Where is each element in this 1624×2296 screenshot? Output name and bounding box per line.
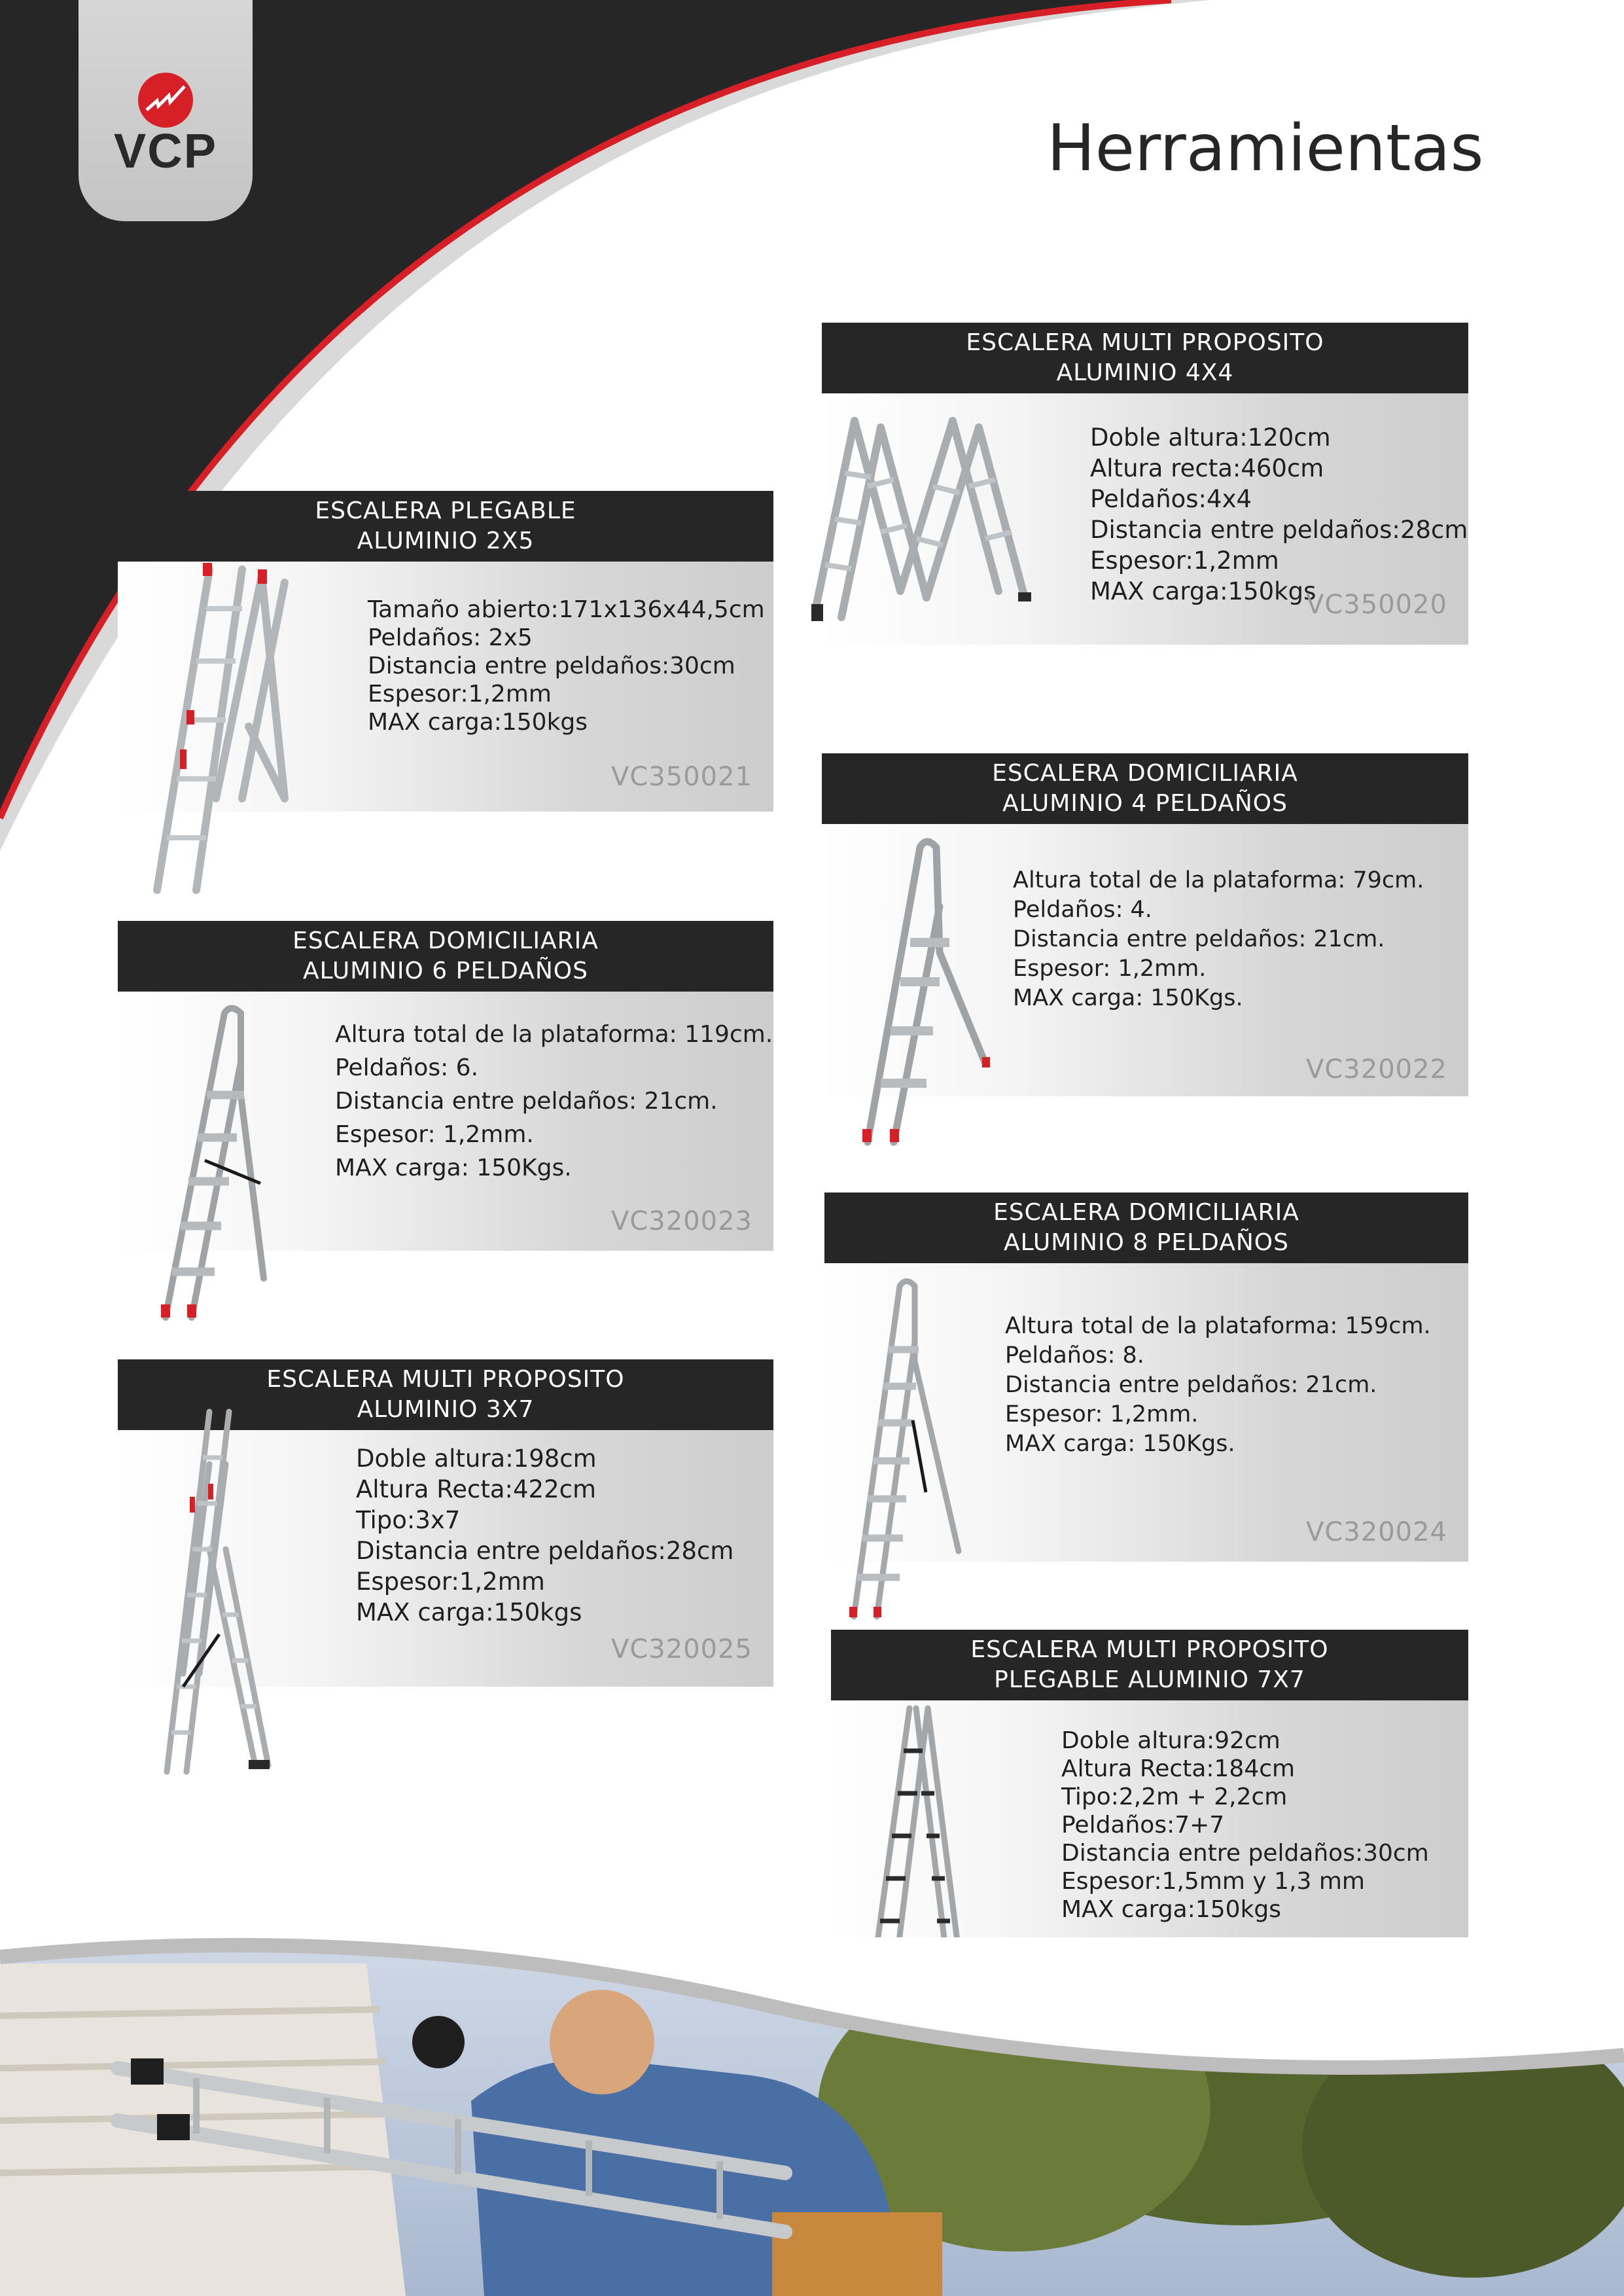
- product-card-vc320022: [822, 753, 1468, 1096]
- product-specs: [368, 596, 765, 736]
- spec-line: Tipo:3x7: [356, 1506, 461, 1534]
- spec-line: MAX carga:150kgs: [1061, 1896, 1282, 1923]
- ladder-image-multi-3x7: [157, 1399, 308, 1778]
- spec-line: Distancia entre peldaños:28cm: [1090, 516, 1468, 544]
- spec-line: Espesor: 1,2mm.: [335, 1121, 534, 1148]
- spec-line: Doble altura:92cm: [1061, 1727, 1280, 1754]
- spec-line: Peldaños:7+7: [1061, 1812, 1225, 1839]
- product-title-line-2: ALUMINIO 8 PELDAÑOS: [1004, 1229, 1289, 1256]
- logo-bolt-icon: [137, 72, 194, 128]
- product-title: [824, 1193, 1468, 1263]
- product-code: VC320023: [611, 1206, 752, 1236]
- spec-line: Altura recta:460cm: [1090, 454, 1324, 482]
- product-code: VC350021: [611, 762, 752, 792]
- product-specs: [1090, 422, 1468, 607]
- product-title: [822, 323, 1468, 393]
- product-title-line-2: ALUMINIO 2X5: [357, 528, 535, 554]
- spec-line: Tamaño abierto:171x136x44,5cm: [368, 596, 765, 623]
- spec-line: MAX carga: 150Kgs.: [1013, 985, 1243, 1011]
- product-card-vc350020: [822, 323, 1468, 645]
- spec-line: Altura total de la plataforma: 79cm.: [1013, 867, 1424, 893]
- product-specs: [335, 1018, 773, 1185]
- spec-line: Distancia entre peldaños: 21cm.: [1005, 1372, 1377, 1398]
- spec-line: Doble altura:198cm: [356, 1444, 597, 1473]
- product-title-line-2: PLEGABLE ALUMINIO 7X7: [994, 1666, 1305, 1693]
- spec-line: Altura total de la plataforma: 159cm.: [1005, 1313, 1431, 1339]
- spec-line: Peldaños: 6.: [335, 1054, 479, 1081]
- spec-line: Espesor:1,2mm: [356, 1568, 545, 1596]
- product-title-line-1: ESCALERA DOMICILIARIA: [292, 927, 599, 954]
- spec-line: Altura Recta:184cm: [1061, 1755, 1296, 1782]
- spec-line: Peldaños: 4.: [1013, 897, 1152, 923]
- ladder-image-multi-4x4: [802, 414, 1084, 670]
- spec-line: Distancia entre peldaños: 21cm.: [1013, 926, 1385, 952]
- product-code: VC320024: [1306, 1517, 1447, 1547]
- brand-logo: [79, 0, 253, 221]
- product-card-vc350021: [118, 491, 773, 812]
- hero-photo-worker-ladder: [0, 1937, 1624, 2296]
- spec-line: Espesor: 1,2mm.: [1013, 956, 1207, 982]
- ladder-image-domiciliaria-4: [855, 834, 1005, 1149]
- product-title: [118, 921, 773, 992]
- product-card-vc320024: [824, 1193, 1468, 1562]
- product-card-vc320026: [831, 1630, 1468, 1987]
- spec-line: Distancia entre peldaños:30cm: [1061, 1840, 1429, 1867]
- spec-line: Distancia entre peldaños:30cm: [368, 653, 735, 679]
- spec-line: Tipo:2,2m + 2,2cm: [1061, 1784, 1288, 1810]
- product-title: [822, 753, 1468, 824]
- product-code: VC350020: [1306, 590, 1447, 620]
- spec-line: MAX carga:150kgs: [1090, 577, 1316, 605]
- spec-line: Distancia entre peldaños:28cm: [356, 1537, 734, 1565]
- product-title-line-1: ESCALERA DOMICILIARIA: [993, 1199, 1299, 1226]
- spec-line: Peldaños:4x4: [1090, 485, 1252, 513]
- spec-line: Espesor:1,2mm: [368, 681, 552, 708]
- spec-line: Espesor:1,5mm y 1,3 mm: [1061, 1868, 1365, 1895]
- product-card-vc320023: [118, 921, 773, 1251]
- product-card-vc320025: [118, 1359, 773, 1687]
- spec-line: Altura total de la plataforma: 119cm.: [335, 1021, 773, 1048]
- product-title-line-2: ALUMINIO 4 PELDAÑOS: [1002, 790, 1288, 817]
- product-title-line-2: ALUMINIO 4X4: [1056, 359, 1234, 386]
- product-title-line-1: ESCALERA MULTI PROPOSITO: [266, 1366, 625, 1393]
- product-title: [831, 1630, 1468, 1700]
- spec-line: MAX carga:150kgs: [368, 709, 588, 736]
- product-specs: [356, 1443, 733, 1628]
- spec-line: Peldaños: 8.: [1005, 1342, 1144, 1369]
- spec-line: Altura Recta:422cm: [356, 1475, 597, 1503]
- bottom-wave: [0, 1937, 1624, 2296]
- spec-line: Espesor: 1,2mm.: [1005, 1401, 1199, 1427]
- spec-line: Peldaños: 2x5: [368, 624, 533, 651]
- ladder-image-domiciliaria-8: [838, 1276, 1001, 1623]
- product-title-line-1: ESCALERA PLEGABLE: [315, 497, 576, 524]
- product-title-line-2: ALUMINIO 6 PELDAÑOS: [303, 958, 588, 984]
- product-specs: [1061, 1727, 1429, 1924]
- product-title-line-1: ESCALERA MULTI PROPOSITO: [966, 329, 1324, 356]
- brand-name: VCP: [113, 124, 218, 178]
- product-title: [118, 491, 773, 562]
- spec-line: MAX carga:150kgs: [356, 1598, 582, 1626]
- spec-line: MAX carga: 150Kgs.: [1005, 1431, 1235, 1457]
- spec-line: Distancia entre peldaños: 21cm.: [335, 1088, 718, 1115]
- spec-line: Espesor:1,2mm: [1090, 547, 1279, 575]
- product-title-line-1: ESCALERA MULTI PROPOSITO: [970, 1636, 1329, 1663]
- ladder-image-domiciliaria-6: [156, 1003, 326, 1324]
- ladder-image-plegable-2x5: [144, 563, 340, 897]
- product-code: VC320022: [1306, 1054, 1447, 1085]
- spec-line: MAX carga: 150Kgs.: [335, 1155, 572, 1181]
- product-title-line-1: ESCALERA DOMICILIARIA: [992, 760, 1298, 787]
- product-specs: [1013, 866, 1424, 1013]
- product-title-line-2: ALUMINIO 3X7: [357, 1396, 535, 1423]
- product-code: VC320025: [611, 1634, 752, 1664]
- product-specs: [1005, 1312, 1431, 1459]
- spec-line: Doble altura:120cm: [1090, 423, 1331, 452]
- page-title: Herramientas: [1047, 111, 1484, 186]
